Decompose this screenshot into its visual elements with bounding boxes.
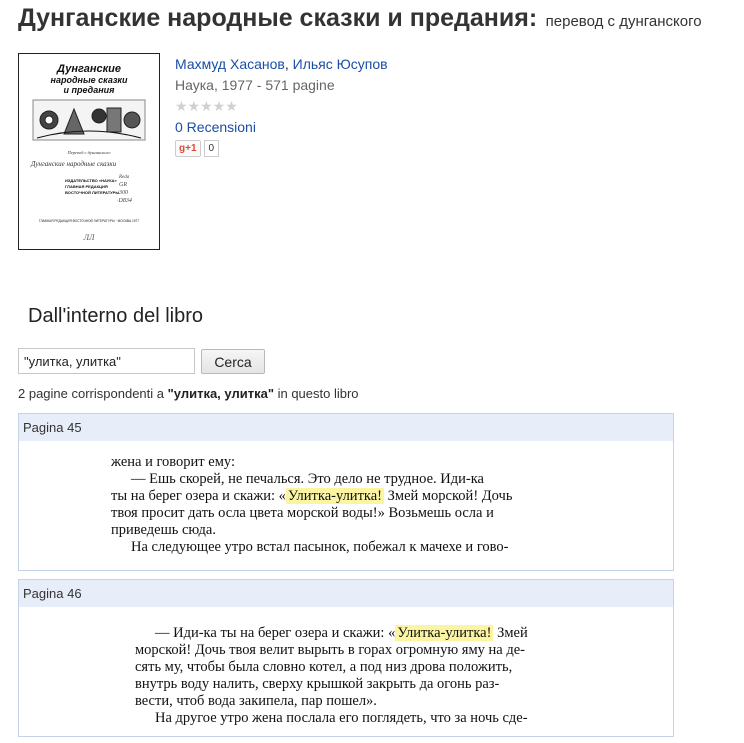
search-button[interactable]: Cerca xyxy=(201,349,265,374)
author-link-2[interactable]: Ильяс Юсупов xyxy=(292,56,388,72)
cover-title-3: и предания xyxy=(63,85,115,95)
cover-monogram: ЛЛ xyxy=(83,233,95,242)
cover-note-3: 300 xyxy=(119,190,128,196)
author-separator: , xyxy=(284,56,293,72)
snippet-text: Змей морской! Дочь xyxy=(384,488,513,504)
snippet-line: внутрь воду налить, сверху крышкой закрыть да огонь раз- xyxy=(135,676,500,692)
snippet-line: приведешь сюда. xyxy=(111,522,216,538)
snippet-line: морской! Дочь твоя велит вырыть в горах огромную яму на де- xyxy=(135,642,525,658)
cover-block-1: ИЗДАТЕЛЬСТВО «НАУКА» xyxy=(65,178,117,183)
search-input[interactable] xyxy=(18,348,195,374)
snippet-text: Змей xyxy=(493,625,528,641)
rating-stars-icon[interactable]: ★★★★★ xyxy=(175,98,238,114)
book-meta xyxy=(175,54,388,157)
reviews-link[interactable]: 0 Recensioni xyxy=(175,119,256,135)
result-page-label[interactable]: Pagina 46 xyxy=(23,586,82,601)
snippet-text: — Иди-ка ты на берег озера и скажи: « xyxy=(155,625,396,641)
result-card xyxy=(18,579,674,737)
cover-note-2: GR xyxy=(119,182,127,188)
snippet-text: ты на берег озера и скажи: « xyxy=(111,488,286,504)
cover-title-1: Дунганские xyxy=(57,63,121,75)
snippet-line xyxy=(111,488,599,505)
authors xyxy=(175,54,388,75)
book-subtitle: перевод с дунганского xyxy=(545,13,702,30)
result-page-link[interactable] xyxy=(19,580,673,607)
cover-title-2: народные сказки xyxy=(50,75,128,85)
match-prefix: 2 pagine corrispondenti a xyxy=(18,386,168,401)
cover-note-4: ·D834 xyxy=(117,198,132,204)
book-cover[interactable] xyxy=(18,53,160,250)
snippet-line xyxy=(135,625,595,642)
section-title: Dall'interno del libro xyxy=(28,305,204,327)
result-snippet[interactable] xyxy=(19,607,673,727)
snippet-line: На следующее утро встал пасынок, побежал к мачехе и гово- xyxy=(131,539,509,555)
result-card xyxy=(18,413,674,571)
cover-caption: Перевод с дунганского xyxy=(67,150,111,155)
cover-note-1: Reda xyxy=(119,175,130,180)
search-highlight: Улитка-улитка! xyxy=(397,625,492,641)
result-page-link[interactable] xyxy=(19,414,673,441)
gplus-count: 0 xyxy=(204,140,220,157)
result-page-label[interactable]: Pagina 45 xyxy=(23,420,82,435)
snippet-line: сять му, чтобы была словно котел, а под низ дрова положить, xyxy=(135,659,513,675)
snippet-line: жена и говорит ему: xyxy=(111,454,235,470)
gplus-button[interactable]: g+1 xyxy=(175,140,201,157)
gplus-widget xyxy=(175,140,388,157)
snippet-line: вести, чтоб вода закипела, пар пошел». xyxy=(135,693,377,709)
snippet-line: На другое утро жена послала его поглядеть, что за ночь сде- xyxy=(155,710,528,726)
snippet-line: — Ешь скорей, не печалься. Это дело не трудное. Иди-ка xyxy=(131,471,484,487)
book-title: Дунганские народные сказки и предания: xyxy=(18,4,538,32)
search-highlight: Улитка-улитка! xyxy=(287,488,382,504)
cover-illustration xyxy=(19,54,159,249)
match-suffix: in questo libro xyxy=(273,386,359,401)
cover-footer: ГЛАВНАЯ РЕДАКЦИЯ ВОСТОЧНОЙ ЛИТЕРАТУРЫ · МОСКВА 1977 xyxy=(38,219,140,223)
cover-block-2: ГЛАВНАЯ РЕДАКЦИЯ xyxy=(65,184,108,189)
author-link-1[interactable]: Махмуд Хасанов xyxy=(175,56,285,72)
result-snippet[interactable] xyxy=(19,441,673,556)
publisher-line: Наука, 1977 - 571 pagine xyxy=(175,77,335,93)
match-query: "улитка, улитка" xyxy=(167,386,274,401)
cover-block-3: ВОСТОЧНОЙ ЛИТЕРАТУРЫ xyxy=(65,190,120,195)
match-summary xyxy=(18,386,359,401)
cover-handwriting: Дунганские народные сказки xyxy=(31,160,117,168)
snippet-line: твоя просит дать осла цвета морской воды!» Возьмешь осла и xyxy=(111,505,494,521)
cover-ornament xyxy=(33,100,145,140)
title-row xyxy=(18,4,744,33)
